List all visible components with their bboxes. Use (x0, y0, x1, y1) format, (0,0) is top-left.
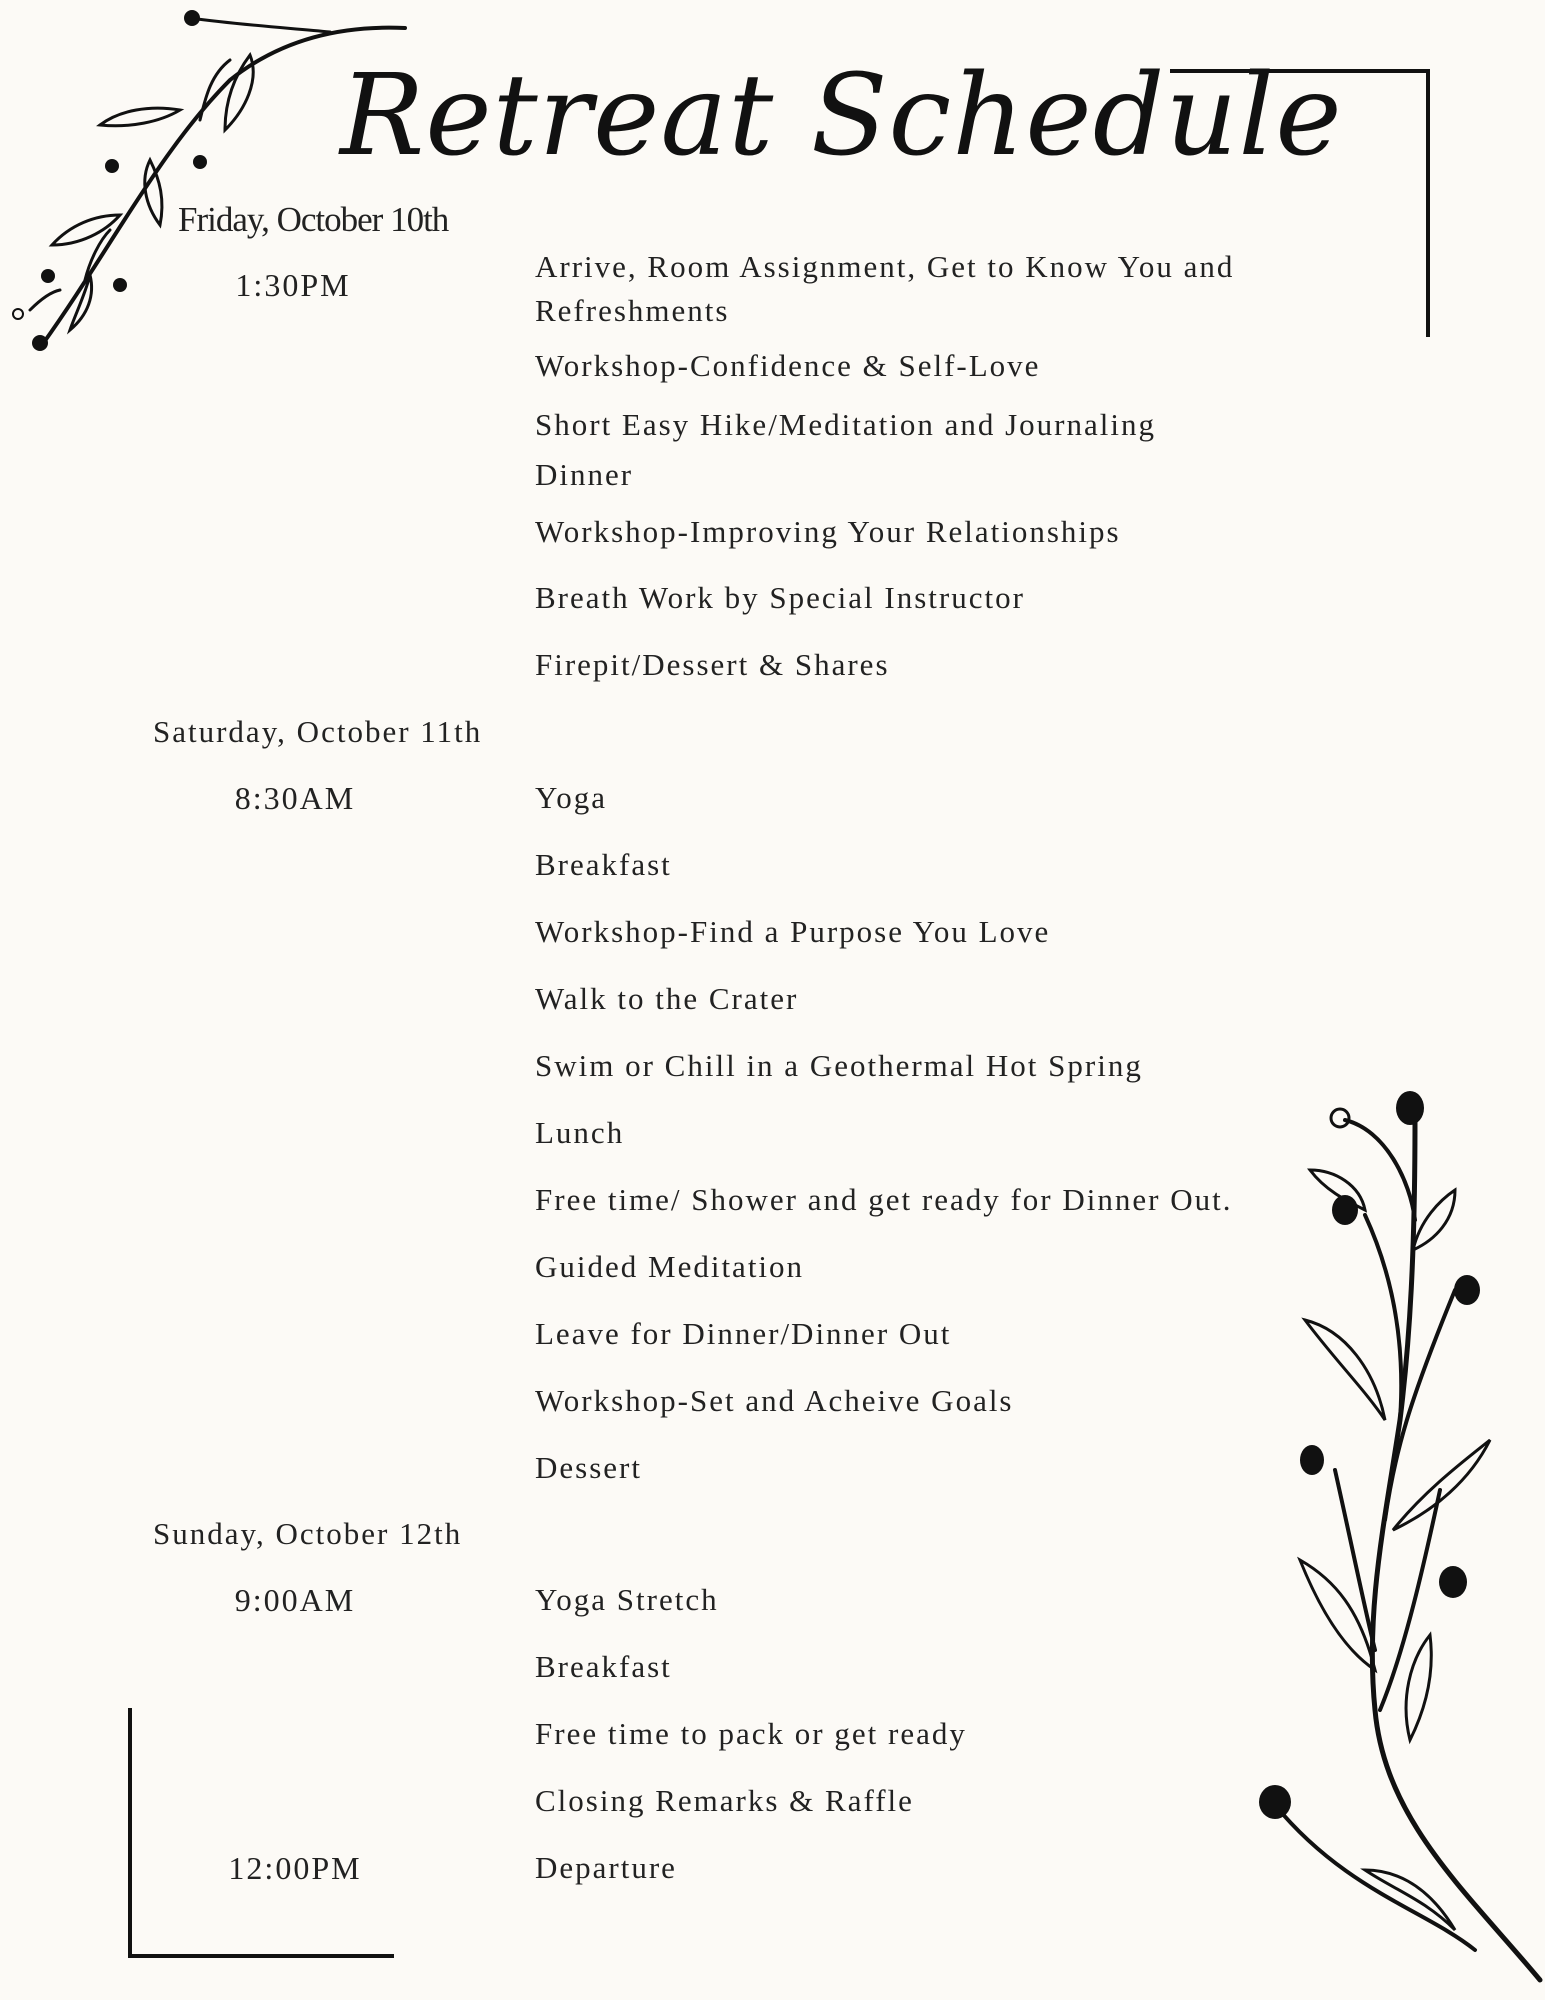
schedule-item: Free time to pack or get ready (535, 1716, 967, 1751)
schedule-item: Short Easy Hike/Meditation and Journaling (535, 407, 1156, 442)
schedule-item: Yoga (535, 780, 608, 815)
schedule-item: Yoga Stretch (535, 1582, 719, 1617)
schedule-item: Breakfast (535, 1649, 672, 1684)
schedule-item: Arrive, Room Assignment, Get to Know You and Refreshments (535, 249, 1235, 328)
day-heading-saturday: Saturday, October 11th (153, 714, 483, 749)
schedule-item: Free time/ Shower and get ready for Dinner Out. (535, 1182, 1233, 1217)
schedule-item: Lunch (535, 1115, 625, 1150)
bottom-right-branch-icon (1225, 1090, 1545, 1990)
schedule-item: Firepit/Dessert & Shares (535, 647, 890, 682)
page-title: Retreat Schedule (340, 51, 1343, 181)
schedule-item: Dinner (535, 457, 634, 492)
top-right-corner-line-v (1426, 69, 1430, 337)
day-heading-friday: Friday, October 10th (178, 200, 449, 239)
schedule-item: Dessert (535, 1450, 642, 1485)
schedule-item: Workshop-Set and Acheive Goals (535, 1383, 1014, 1418)
time-friday-start: 1:30PM (235, 267, 351, 303)
day-heading-sunday: Sunday, October 12th (153, 1516, 463, 1551)
schedule-item: Breath Work by Special Instructor (535, 580, 1025, 615)
bottom-left-corner-line-v (128, 1708, 132, 1958)
schedule-item: Swim or Chill in a Geothermal Hot Spring (535, 1048, 1143, 1083)
schedule-item: Workshop-Confidence & Self-Love (535, 348, 1041, 383)
schedule-item: Departure (535, 1850, 677, 1885)
schedule-item: Guided Meditation (535, 1249, 805, 1284)
schedule-item: Leave for Dinner/Dinner Out (535, 1316, 952, 1351)
schedule-item: Workshop-Find a Purpose You Love (535, 914, 1051, 949)
time-sunday-departure: 12:00PM (228, 1850, 362, 1886)
schedule-item: Breakfast (535, 847, 672, 882)
schedule-item: Walk to the Crater (535, 981, 799, 1016)
schedule-item: Closing Remarks & Raffle (535, 1783, 914, 1818)
time-saturday-start: 8:30AM (234, 780, 356, 816)
bottom-left-corner-line-h (128, 1954, 394, 1958)
time-sunday-start: 9:00AM (234, 1582, 356, 1618)
schedule-item: Workshop-Improving Your Relationships (535, 514, 1121, 549)
